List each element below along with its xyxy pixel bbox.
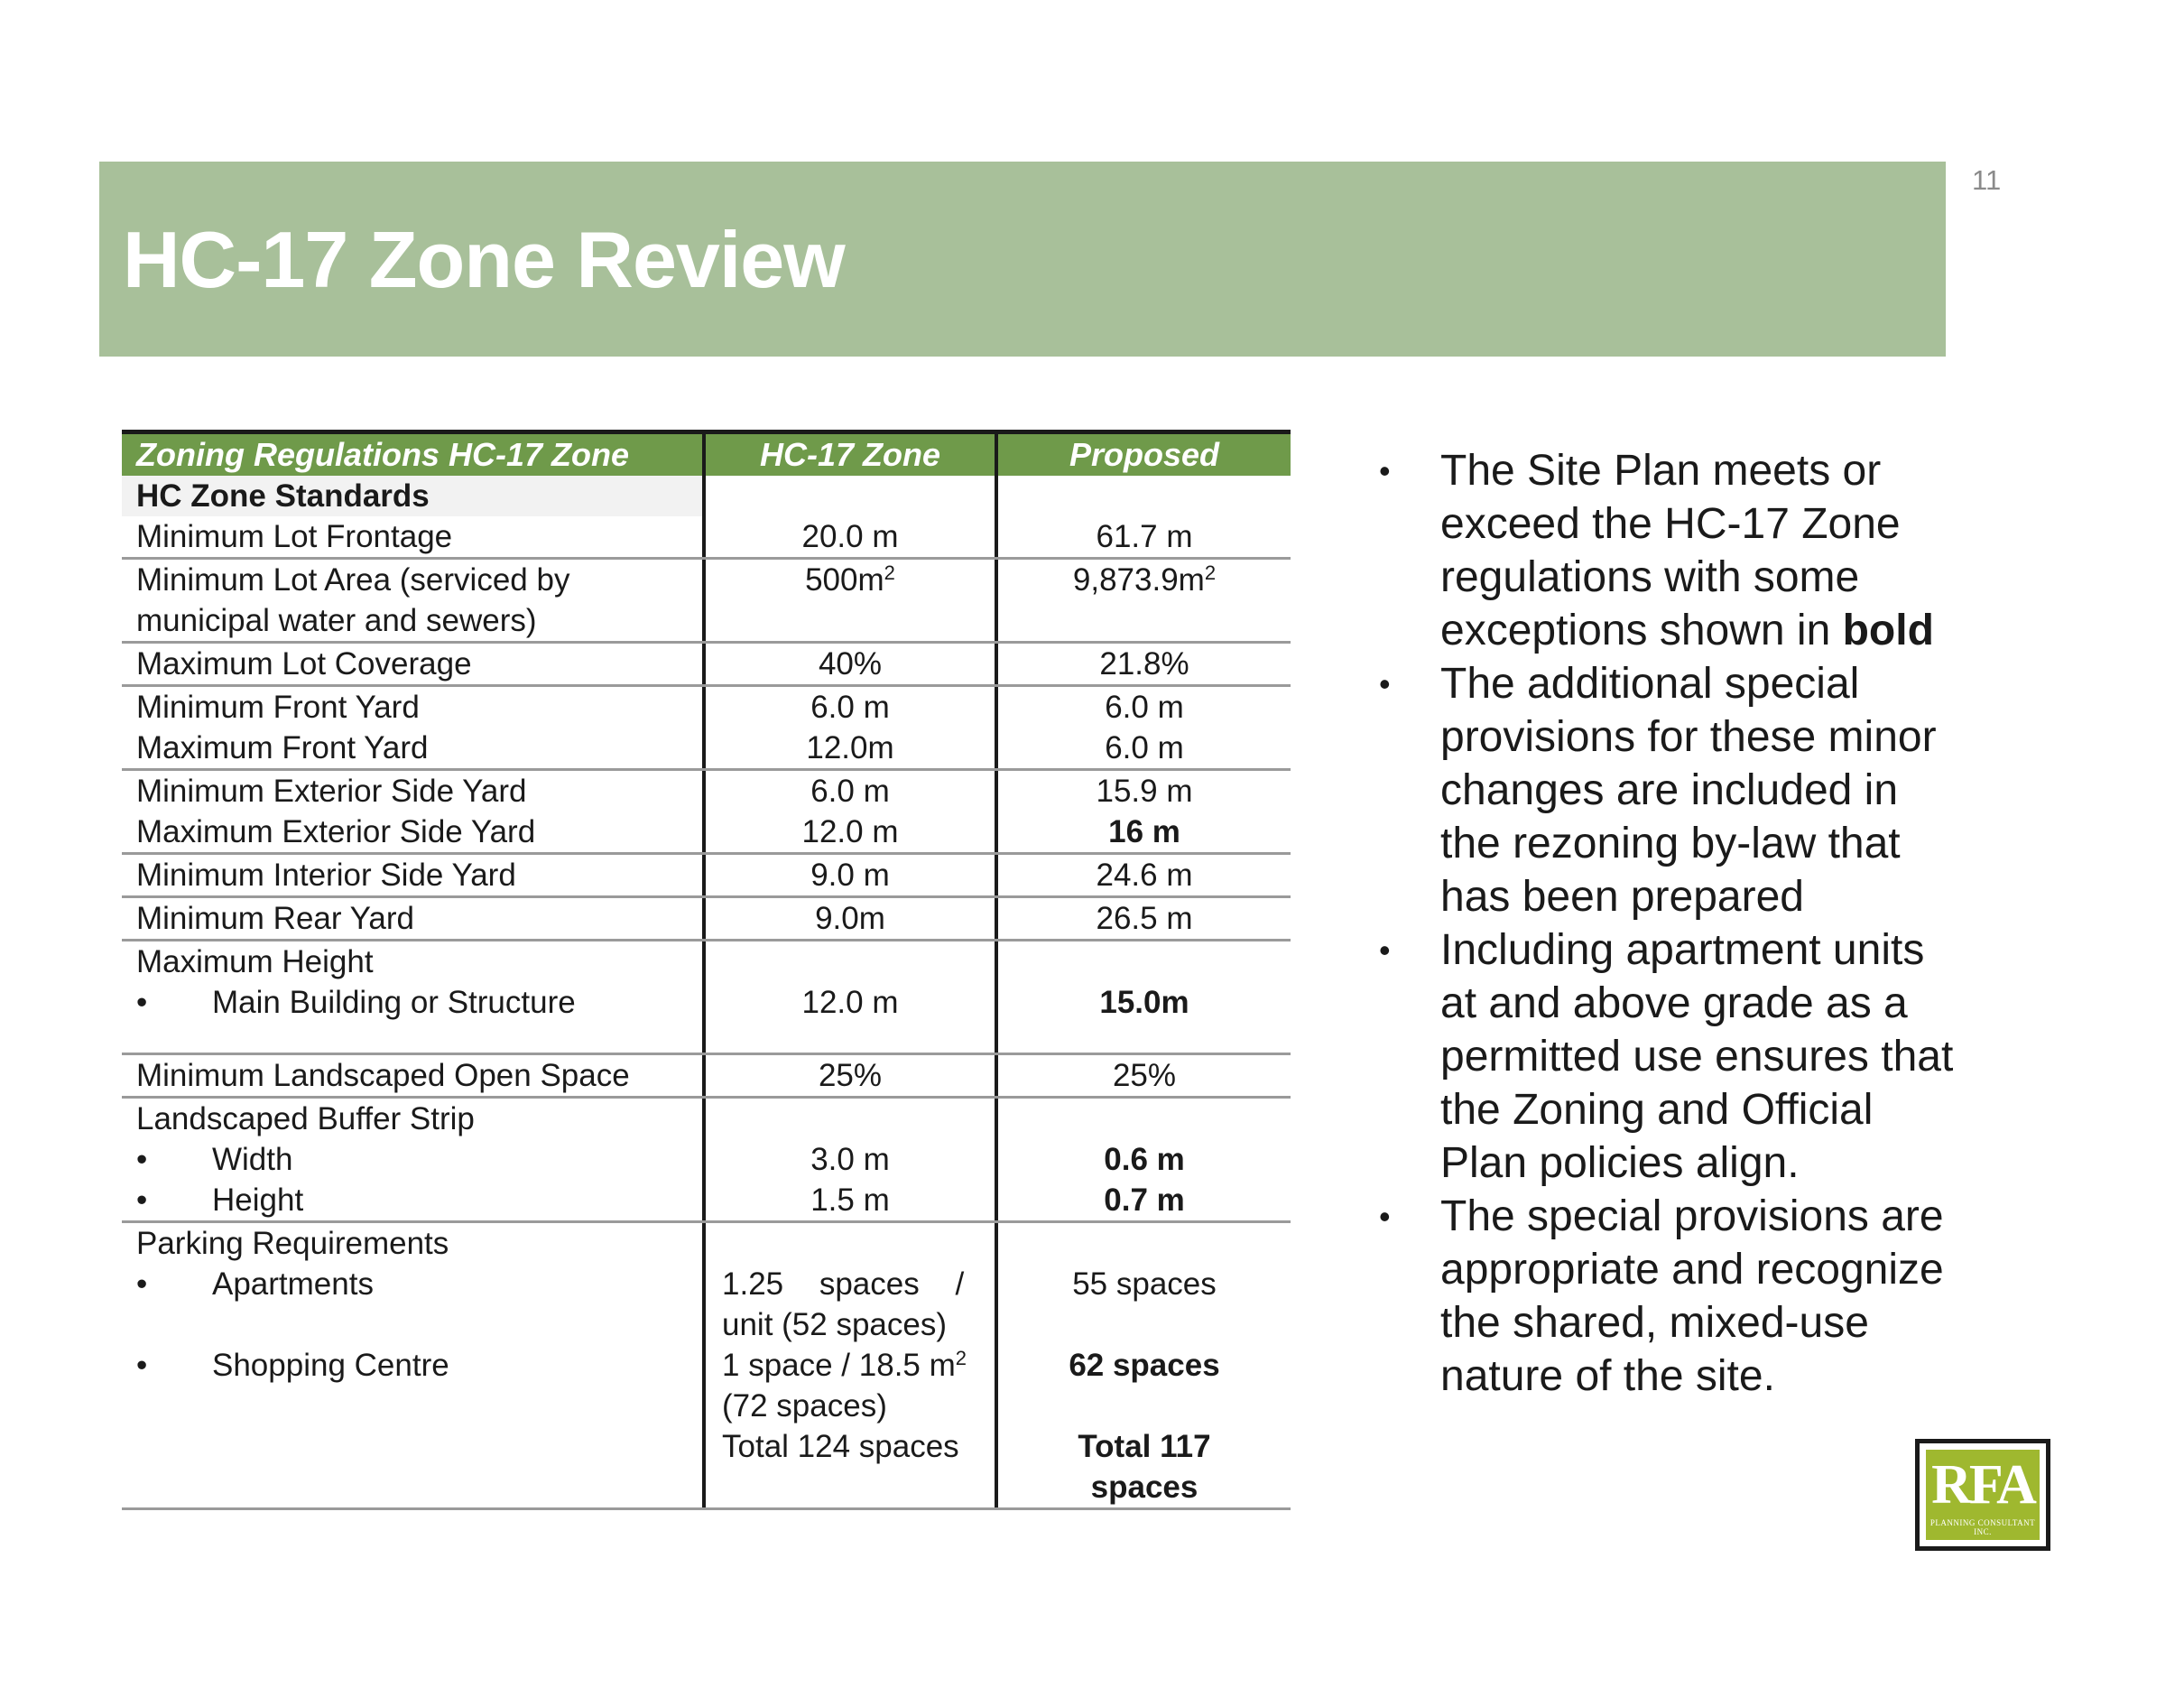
row-label: Minimum Lot Frontage (122, 516, 706, 557)
bullet-icon: • (136, 985, 148, 1020)
bullet-icon: • (1379, 665, 1391, 702)
row-label: Maximum Height • Main Building or Structure (122, 941, 706, 1053)
table-row (122, 1223, 1291, 1510)
row-zone-value: 25% (706, 1055, 998, 1096)
row-zone-value: 6.0 m 12.0m (706, 687, 998, 768)
table-row (122, 898, 1291, 941)
bullet-icon: • (136, 1183, 148, 1218)
section-label: HC Zone Standards (122, 476, 706, 516)
row-proposed-value: 25% (1112, 1058, 1177, 1093)
header-hc17-zone: HC-17 Zone (706, 434, 998, 476)
row-zone-value: 6.0 m 12.0 m (706, 771, 998, 852)
row-label: Minimum Lot Area (serviced by municipal water and sewers) (122, 560, 706, 641)
notes-list (1372, 444, 1967, 1403)
table-row (122, 1099, 1291, 1223)
row-proposed-value: 21.8% (1099, 646, 1189, 682)
row-label: Landscaped Buffer Strip • Width • Height (122, 1099, 706, 1220)
row-zone-value: 20.0 m (706, 516, 998, 557)
section-empty-cell (998, 476, 1291, 516)
bullet-icon: • (136, 1266, 148, 1302)
table-header-row (122, 434, 1291, 476)
row-zone-value: 3.0 m 1.5 m (706, 1099, 998, 1220)
row-zone-value: 12.0 m (706, 941, 998, 1053)
row-proposed-value: 26.5 m (1096, 901, 1193, 936)
row-label: Minimum Rear Yard (122, 898, 706, 939)
logo-subtitle: PLANNING CONSULTANT INC. (1930, 1518, 2036, 1536)
row-proposed-value: $9,873.9m^2$ (1072, 561, 1217, 598)
table-row (122, 687, 1291, 771)
rfa-logo (1915, 1439, 2050, 1551)
row-zone-value: 1.25 spaces / unit (52 spaces) 1 space / 18.5 $m^2$ (72 spaces) Total 124 spaces (706, 1223, 998, 1507)
row-proposed-value: 24.6 m (1096, 858, 1193, 893)
table-row (122, 771, 1291, 855)
list-item: • The Site Plan meets or exceed the HC-17 Zone regulations with some exceptions shown in bold (1372, 444, 1967, 657)
bullet-icon: • (136, 1142, 148, 1177)
bullet-icon: • (1379, 932, 1391, 969)
table-row (122, 941, 1291, 1055)
row-zone-value: $500m^2$ (706, 560, 998, 641)
row-zone-value: 9.0m (706, 898, 998, 939)
row-proposed-value: 15.0m (1099, 985, 1189, 1020)
row-label: Parking Requirements • Apartments • Shopping Centre (122, 1223, 706, 1507)
row-proposed-value: 15.9 m 16 m (1096, 774, 1193, 849)
row-proposed-value: 61.7 m (1096, 519, 1193, 554)
list-item: • Including apartment units at and above grade as a permitted use ensures that the Zoning and Official Plan policies align. (1372, 923, 1967, 1190)
page-number: 11 (1972, 164, 2002, 196)
table-section-row (122, 476, 1291, 516)
row-proposed-value: 0.6 m 0.7 m (1104, 1142, 1185, 1218)
page-title: HC-17 Zone Review (123, 215, 845, 304)
table-row (122, 1055, 1291, 1099)
logo-monogram: RFA (1931, 1454, 2034, 1516)
bullet-icon: • (1379, 452, 1391, 489)
bullet-icon: • (136, 1348, 148, 1383)
zoning-table (122, 430, 1291, 1510)
table-row (122, 560, 1291, 644)
section-empty-cell (706, 476, 998, 516)
row-label: Minimum Interior Side Yard (122, 855, 706, 895)
row-proposed-value: 6.0 m 6.0 m (1105, 690, 1184, 765)
row-zone-value: 40% (706, 644, 998, 684)
table-row (122, 644, 1291, 687)
table-row (122, 516, 1291, 560)
header-regulations: Zoning Regulations HC-17 Zone (122, 434, 706, 476)
table-row (122, 855, 1291, 898)
header-proposed: Proposed (1069, 436, 1220, 473)
bullet-icon: • (1379, 1198, 1391, 1235)
row-proposed-value: 55 spaces 62 spaces Total 117 spaces (1069, 1266, 1220, 1505)
list-item: • The special provisions are appropriate and recognize the shared, mixed-use nature of the site. (1372, 1190, 1967, 1403)
list-item: • The additional special provisions for these minor changes are included in the rezoning by-law that has been prepared (1372, 657, 1967, 923)
title-band (99, 162, 1946, 357)
row-zone-value: 9.0 m (706, 855, 998, 895)
row-label: Maximum Lot Coverage (122, 644, 706, 684)
row-label: Minimum Front Yard Maximum Front Yard (122, 687, 706, 768)
row-label: Minimum Exterior Side Yard Maximum Exterior Side Yard (122, 771, 706, 852)
row-label: Minimum Landscaped Open Space (122, 1055, 706, 1096)
